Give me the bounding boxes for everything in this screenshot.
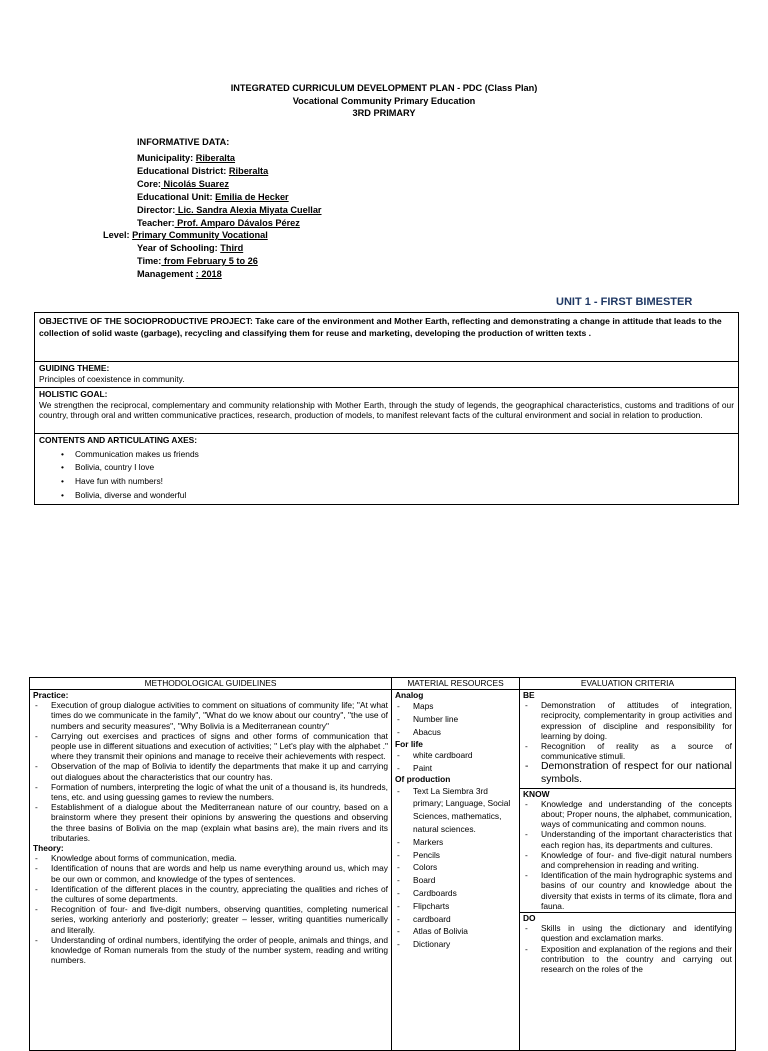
list-item: - Understanding of the important characteristics that each region has, its departments and cultures. (523, 829, 732, 849)
list-item: - Identification of the main hydrographic systems and basins of our country and knowledge about the diversity that exists in terms of its climate, flora and fauna. (523, 870, 732, 911)
management-value: : 2018 (195, 269, 222, 279)
be-section (520, 690, 735, 789)
core-value: Nicolás Suarez (161, 179, 229, 189)
list-item: - Cardboards (395, 887, 516, 900)
table-header-row (30, 678, 736, 690)
director-label: Director: (137, 205, 176, 215)
contents-list (39, 448, 734, 503)
info-year (137, 243, 243, 253)
info-time (137, 256, 258, 266)
life-label: For life (395, 738, 423, 749)
holistic-goal-label: HOLISTIC GOAL: (39, 389, 108, 399)
year-value: Third (220, 243, 244, 253)
list-item: • Communication makes us friends (75, 448, 734, 462)
be-list (523, 700, 732, 786)
do-label: DO (523, 913, 536, 924)
time-value: from February 5 to 26 (161, 256, 258, 266)
theory-list (33, 853, 388, 965)
document-title: INTEGRATED CURRICULUM DEVELOPMENT PLAN - PDC (Class Plan) (230, 83, 538, 93)
list-item: - Paint (395, 762, 516, 775)
do-list (523, 923, 732, 974)
list-item: • Have fun with numbers! (75, 475, 734, 489)
know-label: KNOW (523, 788, 550, 799)
level-value: Primary Community Vocational (132, 230, 268, 240)
list-item: - Recognition of four- and five-digit numbers, observing quantities, completing numerical series, working anteriorly and posteriorly; greater – lesser, writing quantities numerically and literally. (33, 904, 388, 935)
production-label: Of production (395, 774, 451, 785)
list-item: - Abacus (395, 726, 516, 739)
core-label: Core: (137, 179, 161, 189)
municipality-label: Municipality: (137, 153, 196, 163)
document-subtitle: Vocational Community Primary Education (292, 96, 476, 106)
evaluation-cell (520, 690, 736, 1051)
list-item: - Markers (395, 836, 516, 849)
year-label: Year of Schooling: (137, 243, 221, 253)
list-item: - Exposition and explanation of the regions and their contribution to the country and carrying out research on the roles of the (523, 944, 732, 975)
list-item: - Flipcharts (395, 900, 516, 913)
col-header-material: MATERIAL RESOURCES (392, 678, 520, 690)
theory-label: Theory: (33, 843, 64, 854)
time-label: Time: (137, 256, 162, 266)
holistic-goal-text: We strengthen the reciprocal, complementary and community relationship with Mother Earth, through the study of legends, the geographical characteristics, customs and traditions of our country, through oral and written communicative practices, research, production of models, to manifest relevant facts of the cultural environment and social in relation to production. (39, 399, 734, 420)
know-list (523, 799, 732, 911)
list-item: - Formation of numbers, interpreting the logic of what the unit of a thousand is, its hundreds, tens, etc. and using guessing games to review the numbers. (33, 782, 388, 802)
teacher-label: Teacher: (137, 218, 175, 228)
list-item: - Board (395, 874, 516, 887)
list-item: - Carrying out exercises and practices of signs and other forms of communication that people use in different situations and execution of activities; " Let's play with the alphabet ." where they transmit their opinions and manage to receive their achievements with respect. (33, 731, 388, 762)
document-grade: 3RD PRIMARY (352, 108, 416, 118)
list-item: - Skills in using the dictionary and identifying question and exclamation marks. (523, 923, 732, 943)
list-item: - Identification of the different places in the country, appreciating the qualities and riches of the cultures of some departments. (33, 884, 388, 904)
list-item: - Understanding of ordinal numbers, identifying the order of people, animals and things, and knowledge of Roman numerals from the study of the number system, reading and writing numbers. (33, 935, 388, 966)
production-list (395, 785, 516, 951)
be-label: BE (523, 690, 535, 700)
list-item: - Demonstration of respect for our national symbols. (523, 761, 732, 786)
info-level (103, 230, 268, 240)
info-management (137, 269, 222, 279)
list-item: - Colors (395, 861, 516, 874)
level-label: Level: (103, 230, 133, 240)
unit-title: UNIT 1 - FIRST BIMESTER (556, 296, 693, 308)
unit-label: Educational Unit: (137, 192, 216, 202)
list-item: - Knowledge about forms of communication, media. (33, 853, 388, 863)
list-item: - Pencils (395, 849, 516, 862)
info-unit (137, 192, 289, 202)
info-teacher (137, 218, 300, 228)
list-item: - Demonstration of attitudes of integration, reciprocity, complementarity in group activities and expression of discipline and responsibility for learning by doing. (523, 700, 732, 741)
analog-list (395, 700, 516, 738)
contents-label: CONTENTS AND ARTICULATING AXES: (39, 435, 198, 445)
guiding-theme-section (35, 362, 738, 388)
holistic-goal-section (35, 388, 738, 434)
list-item: - Maps (395, 700, 516, 713)
material-cell (392, 690, 520, 1051)
unit-value: Emilia de Hecker (215, 192, 289, 202)
district-value: Riberalta (228, 166, 269, 176)
info-municipality (137, 153, 235, 163)
municipality-value: Riberalta (195, 153, 236, 163)
col-header-evaluation: EVALUATION CRITERIA (520, 678, 736, 690)
table-row (30, 690, 736, 1051)
methodology-table (29, 677, 736, 1051)
list-item: - Atlas of Bolivia (395, 925, 516, 938)
objective-section: OBJECTIVE OF THE SOCIOPRODUCTIVE PROJECT: Take care of the environment and Mother Earth, reflecting and demonstrating a change in attitude that leads to the collection of solid waste (garbage), recycling and classifying them for reuse and marketing, developing the production of written texts . (35, 313, 738, 362)
list-item: - Dictionary (395, 938, 516, 951)
guiding-theme-label: GUIDING THEME: (39, 363, 110, 373)
list-item: - Text La Siembra 3rd primary; Language, Social Sciences, mathematics, natural sciences. (395, 785, 516, 836)
life-list (395, 749, 516, 775)
list-item: • Bolivia, diverse and wonderful (75, 489, 734, 503)
list-item: - Knowledge of four- and five-digit natural numbers and comprehension in reading and writing. (523, 850, 732, 870)
methodological-cell (30, 690, 392, 1051)
list-item: - Establishment of a dialogue about the Mediterranean nature of our country, based on a brainstorm where they present their opinions by answering the questions and observing the three basins of Bolivia on the map (explain what basins are), the main rivers and its tributaries. (33, 802, 388, 843)
guiding-theme-text: Principles of coexistence in community. (39, 373, 185, 384)
col-header-methodological: METHODOLOGICAL GUIDELINES (30, 678, 392, 690)
list-item: • Bolivia, country I love (75, 461, 734, 475)
practice-label: Practice: (33, 690, 69, 700)
list-item: - white cardboard (395, 749, 516, 762)
director-value: Lic. Sandra Alexia Miyata Cuellar (175, 205, 322, 215)
know-section (520, 789, 735, 913)
info-director (137, 205, 322, 215)
info-core (137, 179, 229, 189)
do-section (523, 913, 732, 974)
practice-list (33, 700, 388, 843)
info-heading: INFORMATIVE DATA: (137, 137, 230, 147)
info-district (137, 166, 268, 176)
district-label: Educational District: (137, 166, 229, 176)
list-item: - Observation of the map of Bolivia to identify the departments that make it up and carrying out dialogues about the characteristics that our country has. (33, 761, 388, 781)
list-item: - Knowledge and understanding of the concepts about; Proper nouns, the alphabet, communication, ways of communicating and common nouns. (523, 799, 732, 830)
list-item: - Execution of group dialogue activities to comment on situations of community life; "At what times do we communicate in the family", "What do we know about our country", "the use of numbers and security measures", "Why Bolivia is a Mediterranean country" (33, 700, 388, 731)
plan-summary-box (34, 312, 739, 505)
management-label: Management (137, 269, 196, 279)
list-item: - Number line (395, 713, 516, 726)
teacher-value: Prof. Amparo Dávalos Pérez (174, 218, 300, 228)
analog-label: Analog (395, 690, 424, 700)
list-item: - Identification of nouns that are words and help us name everything around us, which may be our own or common, and knowledge of the types of sentences. (33, 863, 388, 883)
contents-section (35, 434, 738, 505)
list-item: - Recognition of reality as a source of communicative stimuli. (523, 741, 732, 761)
list-item: - cardboard (395, 913, 516, 926)
